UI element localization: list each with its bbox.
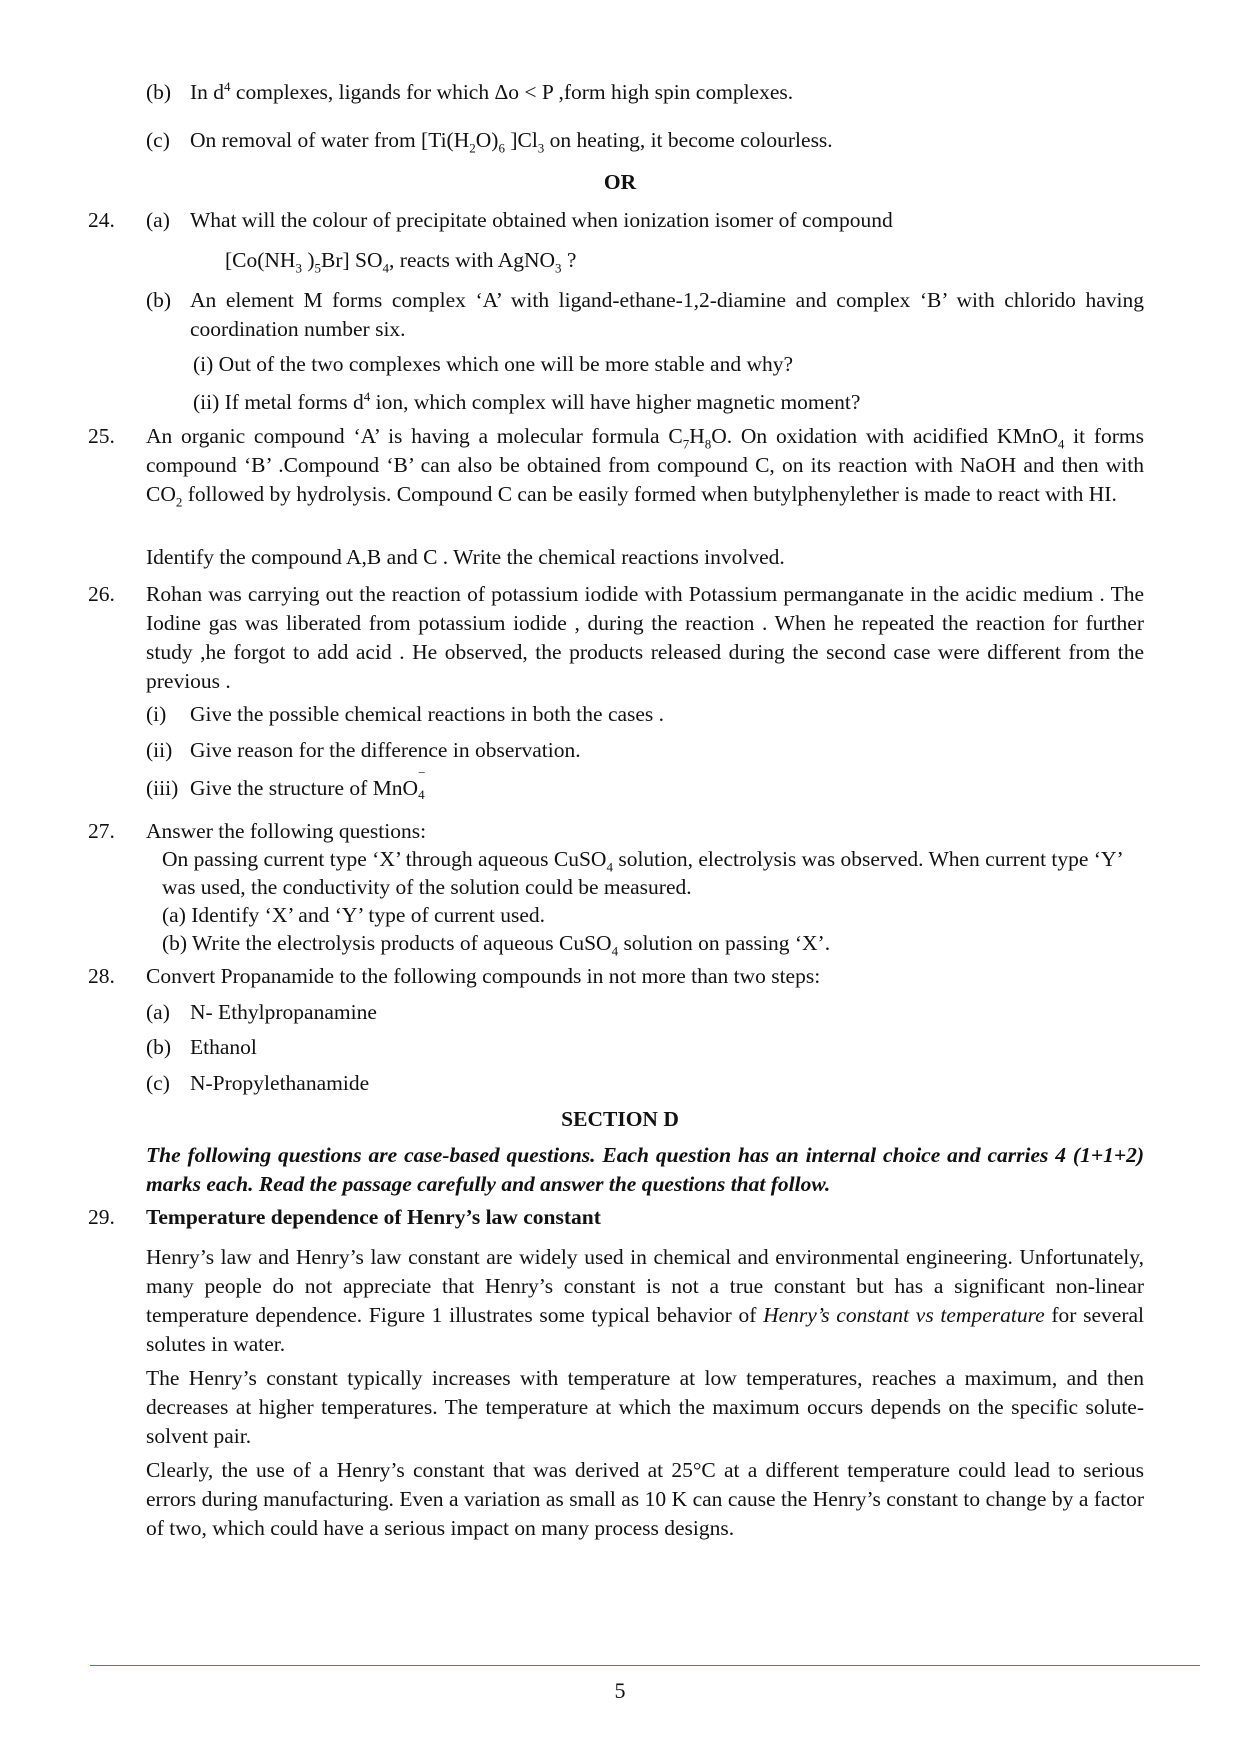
q24-b-text: An element M forms complex ‘A’ with ligand-ethane-1,2-diamine and complex ‘B’ with chlorido having coordination number six.: [190, 288, 1144, 341]
q24-b-ii: (ii) If metal forms $d^4$ ion, which complex will have higher magnetic moment?: [193, 388, 861, 414]
q27-number: 27.: [88, 819, 115, 843]
q24-number: 24.: [88, 208, 115, 232]
q27-heading: Answer the following questions:: [146, 819, 427, 843]
q27-a: (a) Identify ‘X’ and ‘Y’ type of current used.: [162, 903, 546, 927]
q24-a-text: What will the colour of precipitate obtained when ionization isomer of compound: [190, 208, 893, 232]
q26-ii-label: (ii): [146, 738, 173, 762]
q23-b-label: (b): [146, 80, 172, 104]
q23-c-label: (c): [146, 128, 170, 152]
q28-c-label: (c): [146, 1071, 170, 1095]
q26-iii-label: (iii): [146, 776, 179, 800]
q29-paragraph-1: Henry’s law and Henry’s law constant are widely used in chemical and environmental engineering. Unfortunately, many people do not appreciate that Henry’s constant is not a true constant but has a significant non-linear temperature dependence. Figure 1 illustrates some typical behavior of Henry’s constant vs temperature for several solutes in water.: [146, 1245, 1144, 1356]
q26-ii-text: Give reason for the difference in observation.: [190, 738, 581, 762]
q28-a-label: (a): [146, 1000, 170, 1024]
footer-divider: [90, 1665, 1200, 1666]
section-d-instructions: The following questions are case-based questions. Each question has an internal choice and carries 4 (1+1+2) marks each. Read the passage carefully and answer the questions that follow.: [146, 1143, 1144, 1196]
q26-number: 26.: [88, 582, 115, 606]
q28-number: 28.: [88, 964, 115, 988]
q28-a-text: N- Ethylpropanamine: [190, 1000, 377, 1024]
q28-c-text: N-Propylethanamide: [190, 1071, 370, 1095]
q25-instruction: Identify the compound A,B and C . Write the chemical reactions involved.: [146, 545, 785, 569]
q25-number: 25.: [88, 424, 115, 448]
or-separator: OR: [603, 170, 637, 194]
q29-title: Temperature dependence of Henry’s law constant: [146, 1205, 601, 1229]
page-number: 5: [614, 1678, 626, 1703]
q24-a-formula: [$Co(NH_3$ )$_5Br$] $SO_4$, reacts with AgNO$_3$ ?: [225, 248, 577, 276]
q28-b-label: (b): [146, 1035, 172, 1059]
q24-b-label: (b): [146, 288, 172, 312]
q29-paragraph-2: The Henry’s constant typically increases with temperature at low temperatures, reaches a maximum, and then decreases at higher temperatures. The temperature at which the maximum occurs depends on the specific solute-solvent pair.: [146, 1366, 1144, 1448]
q26-iii-text: Give the structure of MnO − 4: [190, 765, 426, 802]
q27-text: On passing current type ‘X’ through aqueous CuSO$_4$ solution, electrolysis was observed. When current type ‘Y’ was used, the conductivity of the solution could be measured.: [162, 847, 1123, 899]
q24-b-i: (i) Out of the two complexes which one will be more stable and why?: [193, 352, 794, 376]
q29-paragraph-3: Clearly, the use of a Henry’s constant that was derived at 25°C at a different temperature could lead to serious errors during manufacturing. Even a variation as small as 10 K can cause the Henry’s constant to change by a factor of two, which could have a serious impact on many process designs.: [146, 1458, 1144, 1540]
permanganate-ion: MnO − 4: [372, 765, 426, 802]
q23-b-text: In $d^4$ complexes, ligands for which Δo < P ,form high spin complexes.: [190, 78, 794, 104]
q28-b-text: Ethanol: [190, 1035, 257, 1059]
q26-text: Rohan was carrying out the reaction of potassium iodide with Potassium permanganate in the acidic medium . The Iodine gas was liberated from potassium iodide , during the reaction . When he repeated the reaction for further study ,he forgot to add acid . He observed, the products released during the second case were different from the previous .: [146, 582, 1144, 693]
q28-heading: Convert Propanamide to the following compounds in not more than two steps:: [146, 964, 821, 988]
q24-a-label: (a): [146, 208, 170, 232]
q29-number: 29.: [88, 1205, 115, 1229]
q26-i-text: Give the possible chemical reactions in both the cases .: [190, 702, 665, 726]
q27-b: (b) Write the electrolysis products of aqueous CuSO$_4$ solution on passing ‘X’.: [162, 931, 831, 959]
q25-text: An organic compound ‘A’ is having a molecular formula $C_7H_8O$. On oxidation with acidified KMnO$_4$ it forms compound ‘B’ .Compound ‘B’ can also be obtained from compound C, on its reaction with NaOH and then with $CO_2$ followed by hydrolysis. Compound C can be easily formed when butylphenylether is made to react with HI.: [146, 424, 1144, 510]
q26-i-label: (i): [146, 702, 167, 726]
section-d-title: SECTION D: [561, 1107, 679, 1131]
q23-c-text: On removal of water from [$Ti(H_2O)_6$ ]$Cl_3$ on heating, it become colourless.: [190, 128, 833, 156]
